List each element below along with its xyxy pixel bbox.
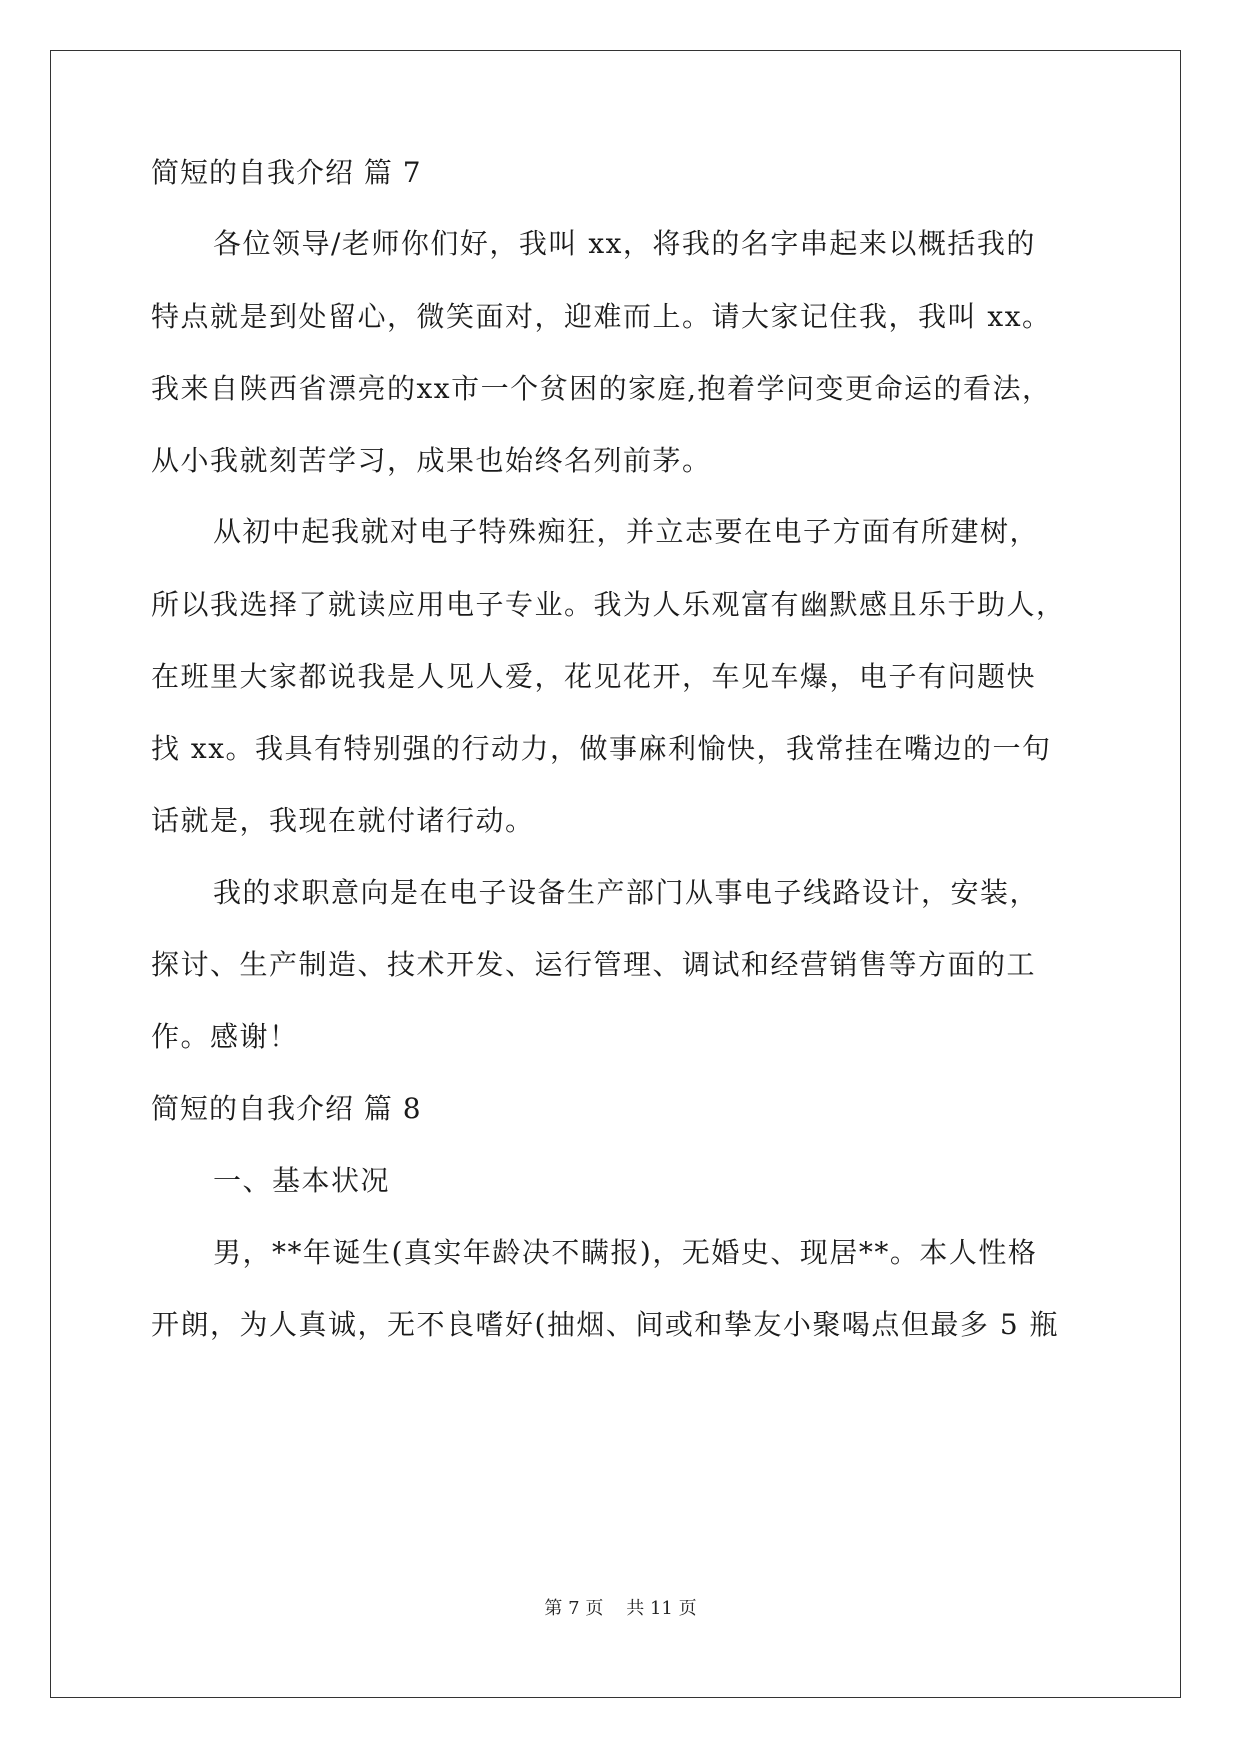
paragraph-line: 找 xx。我具有特别强的行动力，做事麻利愉快，我常挂在嘴边的一句 (151, 732, 1052, 765)
paragraph-line: 各位领导/老师你们好，我叫 xx，将我的名字串起来以概括我的 (213, 227, 1036, 260)
paragraph-line: 所以我选择了就读应用电子专业。我为人乐观富有幽默感且乐于助人， (151, 588, 1066, 621)
paragraph-line: 开朗，为人真诚，无不良嗜好(抽烟、间或和挚友小聚喝点但最多 5 瓶 (151, 1308, 1060, 1341)
paragraph-line: 特点就是到处留心，微笑面对，迎难而上。请大家记住我，我叫 xx。 (151, 300, 1052, 333)
page-total: 共 11 页 (626, 1598, 697, 1619)
paragraph-line: 我的求职意向是在电子设备生产部门从事电子线路设计，安装， (213, 876, 1040, 909)
section-heading-7: 简短的自我介绍 篇 7 (151, 156, 422, 189)
section-subheading: 一、基本状况 (213, 1164, 391, 1197)
section-heading-8: 简短的自我介绍 篇 8 (151, 1092, 422, 1125)
paragraph-line: 作。感谢！ (151, 1020, 299, 1053)
paragraph-line: 我来自陕西省漂亮的xx市一个贫困的家庭,抱着学问变更命运的看法， (151, 372, 1052, 405)
paragraph-line: 在班里大家都说我是人见人爱，花见花开，车见车爆，电子有问题快 (151, 660, 1037, 693)
paragraph-line: 男，**年诞生(真实年龄决不瞒报)，无婚史、现居**。本人性格 (213, 1236, 1038, 1269)
paragraph-line: 探讨、生产制造、技术开发、运行管理、调试和经营销售等方面的工 (151, 948, 1037, 981)
page-footer (0, 1597, 1241, 1621)
page-number: 第 7 页 (544, 1598, 604, 1619)
paragraph-line: 从小我就刻苦学习，成果也始终名列前茅。 (151, 444, 712, 477)
paragraph-line: 从初中起我就对电子特殊痴狂，并立志要在电子方面有所建树， (213, 515, 1040, 548)
paragraph-line: 话就是，我现在就付诸行动。 (151, 804, 535, 837)
